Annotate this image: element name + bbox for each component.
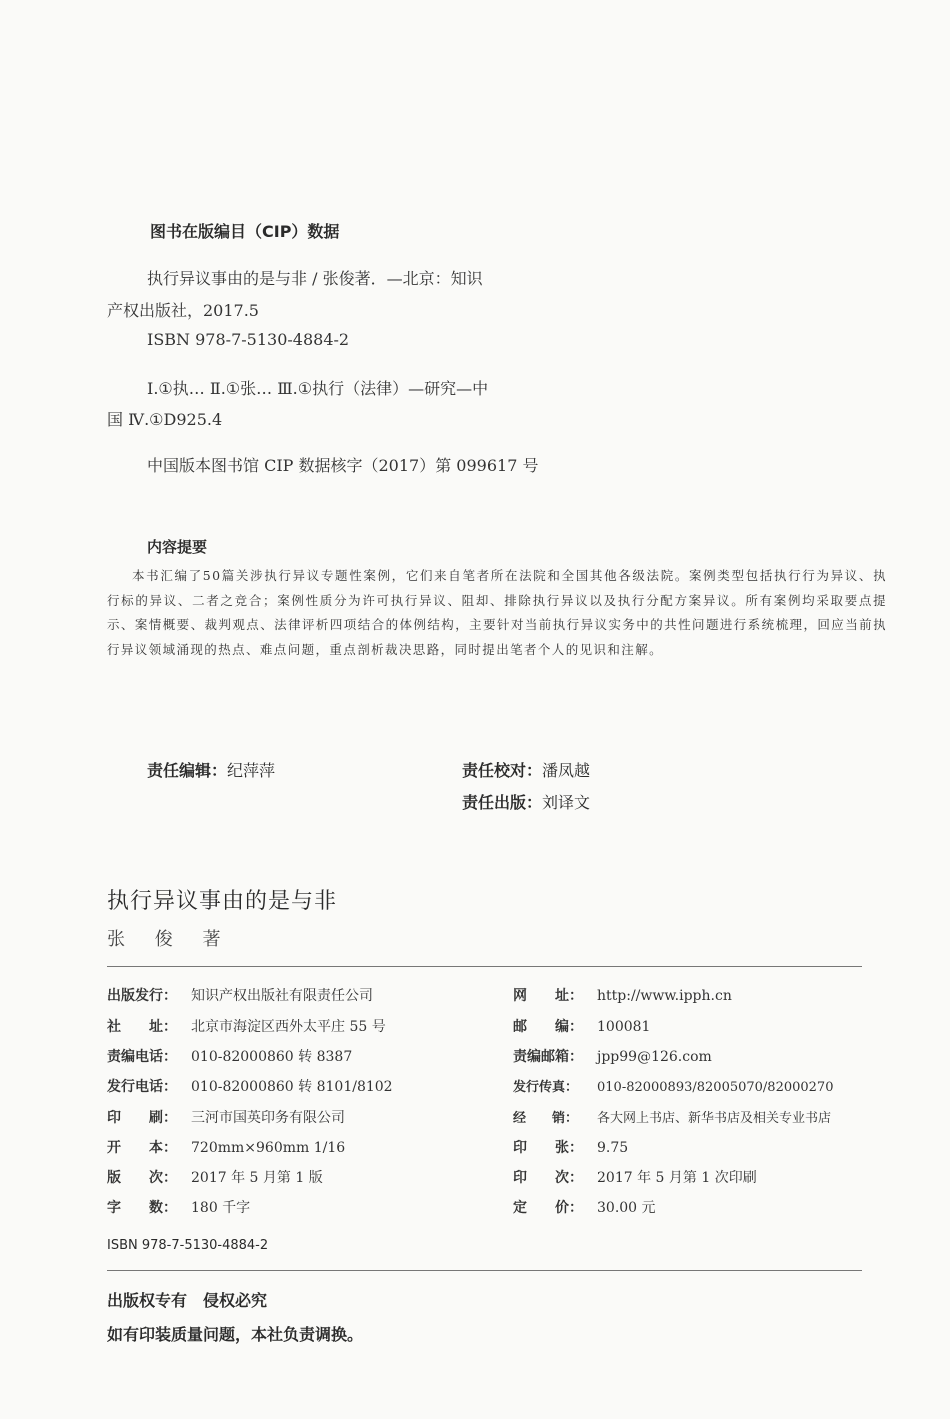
cip-line-title: 执行异议事由的是与非 / 张俊著．—北京：知识 [147, 269, 483, 288]
info-value: jpp99@126.com [597, 1049, 712, 1065]
info-label: 出版发行： [107, 988, 177, 1004]
responsible-publisher-label: 责任出版： [462, 793, 543, 812]
isbn-bottom: ISBN 978-7-5130-4884-2 [107, 1238, 269, 1253]
info-label: 开 本： [107, 1140, 177, 1156]
info-label: 责编邮箱： [513, 1049, 583, 1065]
info-row-left [107, 1016, 386, 1036]
info-value: 知识产权出版社有限责任公司 [191, 988, 373, 1004]
info-value: 2017 年 5 月第 1 版 [191, 1170, 323, 1186]
divider-bottom [107, 1270, 862, 1271]
info-row-right [513, 1167, 757, 1187]
info-label: 经 销： [513, 1111, 579, 1126]
info-value: 010-82000860 转 8101/8102 [191, 1079, 393, 1095]
cip-line-publisher: 产权出版社，2017.5 [107, 301, 259, 320]
info-row-left [107, 985, 373, 1005]
book-title: 执行异议事由的是与非 [107, 889, 338, 914]
info-label: 印 张： [513, 1140, 583, 1156]
info-value: 010-82000893/82005070/82000270 [597, 1080, 834, 1095]
info-label: 发行传真： [513, 1080, 579, 1095]
info-label: 印 刷： [107, 1110, 177, 1126]
info-value: http://www.ipph.cn [597, 988, 732, 1004]
divider-top [107, 966, 862, 967]
info-row-right [513, 1137, 628, 1157]
info-row-left [107, 1167, 323, 1187]
responsible-publisher [462, 790, 590, 813]
info-row-right [513, 985, 732, 1005]
info-value: 010-82000860 转 8387 [191, 1049, 353, 1065]
info-row-left [107, 1107, 345, 1127]
info-row-right [513, 1197, 656, 1217]
info-value: 180 千字 [191, 1200, 251, 1216]
info-row-left [107, 1137, 345, 1157]
info-row-left [107, 1076, 393, 1096]
responsible-proofreader-name: 潘凤越 [542, 761, 591, 780]
cip-line-isbn: ISBN 978-7-5130-4884-2 [147, 330, 350, 349]
info-row-right [513, 1076, 833, 1095]
responsible-editor-name: 纪萍萍 [227, 761, 276, 780]
responsible-publisher-name: 刘译文 [542, 793, 591, 812]
info-row-right [513, 1016, 650, 1036]
cip-heading: 图书在版编目（CIP）数据 [150, 222, 340, 241]
info-label: 发行电话： [107, 1079, 177, 1095]
info-label: 定 价： [513, 1200, 583, 1216]
cip-line-classification-cont: 国 Ⅳ.①D925.4 [107, 410, 223, 429]
info-value: 各大网上书店、新华书店及相关专业书店 [597, 1111, 832, 1126]
info-value: 30.00 元 [597, 1200, 656, 1216]
info-value: 9.75 [597, 1140, 629, 1156]
info-row-right [513, 1107, 831, 1126]
info-value: 三河市国英印务有限公司 [191, 1110, 345, 1126]
info-row-left [107, 1046, 352, 1066]
info-label: 责编电话： [107, 1049, 177, 1065]
summary-body: 本书汇编了50篇关涉执行异议专题性案例，它们来自笔者所在法院和全国其他各级法院。案例类型包括执行行为异议、执行标的异议、二者之竞合；案例性质分为许可执行异议、阻却、排除执行异议以及执行分配方案异议。所有案例均采取要点提示、案情概要、裁判观点、法律评析四项结合的体例结构，主要针对当前执行异议实务中的共性问题进行系统梳理，回应当前执行异议领域涌现的热点、难点问题，重点剖析裁决思路，同时提出笔者个人的见识和注解。 [107, 568, 887, 657]
responsible-editor-label: 责任编辑： [147, 761, 228, 780]
cip-line-record-number: 中国版本图书馆 CIP 数据核字（2017）第 099617 号 [147, 456, 539, 475]
info-value: 720mm×960mm 1/16 [191, 1140, 346, 1156]
info-row-left [107, 1197, 250, 1217]
info-label: 字 数： [107, 1200, 177, 1216]
info-value: 100081 [597, 1019, 651, 1035]
copyright-notice: 出版权专有 侵权必究 [107, 1291, 268, 1310]
cip-line-classification: Ⅰ.①执… Ⅱ.①张… Ⅲ.①执行（法律）—研究—中 [147, 379, 489, 398]
info-label: 网 址： [513, 988, 583, 1004]
info-value: 北京市海淀区西外太平庄 55 号 [191, 1019, 386, 1035]
book-author: 张 俊 著 [107, 929, 233, 950]
responsible-proofreader [462, 758, 590, 781]
info-label: 印 次： [513, 1170, 583, 1186]
info-value: 2017 年 5 月第 1 次印刷 [597, 1170, 757, 1186]
info-label: 社 址： [107, 1019, 177, 1035]
quality-notice: 如有印装质量问题，本社负责调换。 [107, 1325, 364, 1344]
summary-title: 内容提要 [147, 538, 208, 556]
info-label: 邮 编： [513, 1019, 583, 1035]
info-label: 版 次： [107, 1170, 177, 1186]
responsible-editor [147, 758, 275, 781]
responsible-proofreader-label: 责任校对： [462, 761, 543, 780]
info-row-right [513, 1046, 712, 1066]
